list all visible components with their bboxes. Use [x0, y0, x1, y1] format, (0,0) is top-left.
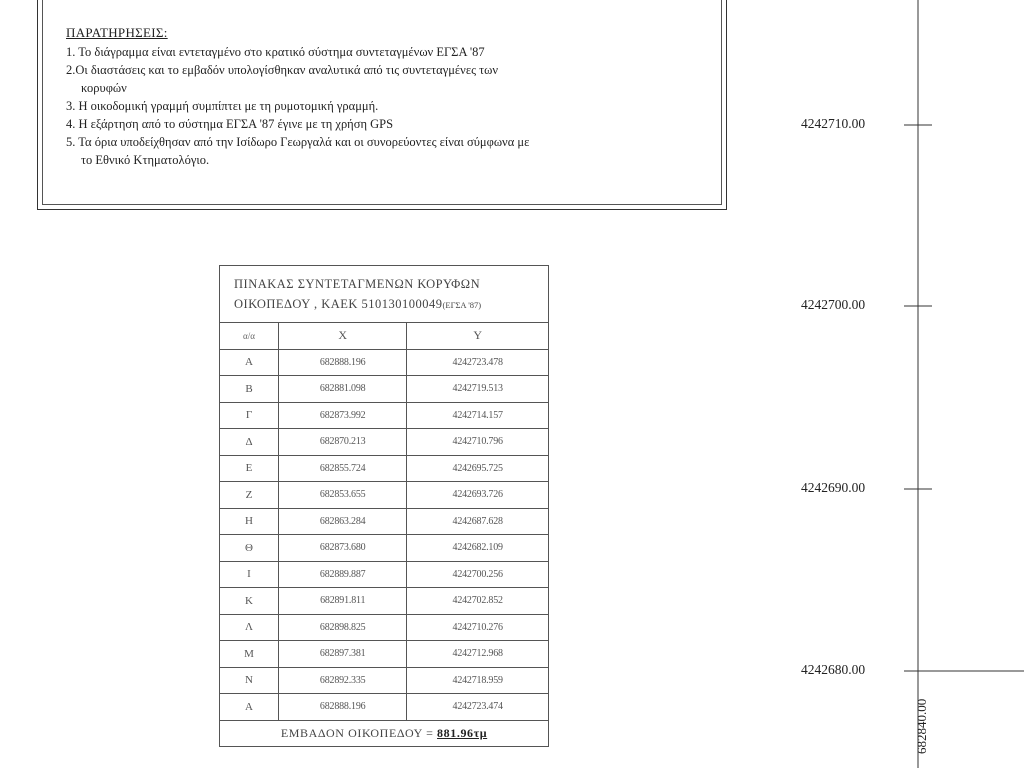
y-coordinate-cell: 4242723.478 [407, 349, 549, 376]
x-coordinate-cell: 682889.887 [279, 561, 407, 588]
x-coordinate-cell: 682855.724 [279, 455, 407, 482]
x-coordinate-cell: 682873.992 [279, 402, 407, 429]
vertex-id-cell: Α [220, 349, 279, 376]
x-coordinate-cell: 682881.098 [279, 376, 407, 403]
x-coordinate-cell: 682891.811 [279, 588, 407, 615]
y-coordinate-cell: 4242714.157 [407, 402, 549, 429]
notes-title: ΠΑΡΑΤΗΡΗΣΕΙΣ: [66, 25, 168, 40]
table-title-suffix: (ΕΓΣΑ '87) [442, 299, 482, 310]
vertex-id-cell: Γ [220, 402, 279, 429]
note-text: 1. Το διάγραμμα είναι εντεταγμένο στο κρατικό σύστημα συντεταγμένων ΕΓΣΑ '87 [66, 45, 485, 59]
y-coordinate-cell: 4242693.726 [407, 482, 549, 509]
vertex-id-cell: Θ [220, 535, 279, 562]
x-coordinate-cell: 682873.680 [279, 535, 407, 562]
vertex-id-cell: Α [220, 694, 279, 721]
vertex-id-cell: Κ [220, 588, 279, 615]
x-coordinate-cell: 682898.825 [279, 614, 407, 641]
y-coordinate-cell: 4242695.725 [407, 455, 549, 482]
x-coordinate-cell: 682870.213 [279, 429, 407, 456]
y-coordinate-cell: 4242687.628 [407, 508, 549, 535]
x-coordinate-cell: 682897.381 [279, 641, 407, 668]
x-coordinate-cell: 682853.655 [279, 482, 407, 509]
column-header-x: X [279, 323, 407, 350]
y-coordinate-cell: 4242700.256 [407, 561, 549, 588]
y-coordinate-label: 4242680.00 [801, 662, 866, 677]
vertex-id-cell: Ε [220, 455, 279, 482]
vertex-id-cell: Δ [220, 429, 279, 456]
vertex-id-cell: Η [220, 508, 279, 535]
y-coordinate-label: 4242690.00 [801, 480, 866, 495]
y-coordinate-cell: 4242702.852 [407, 588, 549, 615]
note-text: 2.Οι διαστάσεις και το εμβαδόν υπολογίσθηκαν αναλυτικά από τις συντεταγμένες των [66, 63, 499, 77]
vertex-id-cell: Β [220, 376, 279, 403]
x-coordinate-cell: 682892.335 [279, 667, 407, 694]
x-coordinate-cell: 682863.284 [279, 508, 407, 535]
x-coordinate-label: 682840.00 [914, 698, 929, 754]
y-coordinate-cell: 4242710.796 [407, 429, 549, 456]
area-value: 881.96τμ [437, 725, 488, 740]
vertex-id-cell: Ν [220, 667, 279, 694]
vertex-id-cell: Μ [220, 641, 279, 668]
y-coordinate-cell: 4242723.474 [407, 694, 549, 721]
vertex-id-cell: Λ [220, 614, 279, 641]
note-text: 4. Η εξάρτηση από το σύστημα ΕΓΣΑ '87 έγινε με τη χρήση GPS [66, 117, 394, 131]
table-title-line-1: ΠΙΝΑΚΑΣ ΣΥΝΤΕΤΑΓΜΕΝΩΝ ΚΟΡΥΦΩΝ [234, 276, 481, 291]
column-header-id: α/α [220, 323, 279, 350]
y-coordinate-label: 4242700.00 [801, 297, 866, 312]
note-text: 3. Η οικοδομική γραμμή συμπίπτει με τη ρυμοτομική γραμμή. [66, 99, 379, 113]
vertex-id-cell: Ι [220, 561, 279, 588]
table-title-line-2: ΟΙΚΟΠΕΔΟΥ , ΚΑΕΚ 510130100049 [234, 296, 443, 311]
y-coordinate-cell: 4242712.968 [407, 641, 549, 668]
y-coordinate-cell: 4242682.109 [407, 535, 549, 562]
y-coordinate-cell: 4242710.276 [407, 614, 549, 641]
y-coordinate-label: 4242710.00 [801, 116, 866, 131]
y-coordinate-cell: 4242718.959 [407, 667, 549, 694]
x-coordinate-cell: 682888.196 [279, 694, 407, 721]
note-text-continued: κορυφών [81, 81, 127, 95]
area-label: ΕΜΒΑΔΟΝ ΟΙΚΟΠΕΔΟΥ = [280, 725, 438, 740]
note-text-continued: το Εθνικό Κτηματολόγιο. [81, 153, 210, 167]
note-text: 5. Τα όρια υποδείχθησαν από την Ισίδωρο Γεωργαλά και οι συνορεύοντες είναι σύμφωνα με [66, 135, 530, 149]
x-coordinate-cell: 682888.196 [279, 349, 407, 376]
y-coordinate-cell: 4242719.513 [407, 376, 549, 403]
vertex-id-cell: Ζ [220, 482, 279, 509]
column-header-y: Y [407, 323, 549, 350]
